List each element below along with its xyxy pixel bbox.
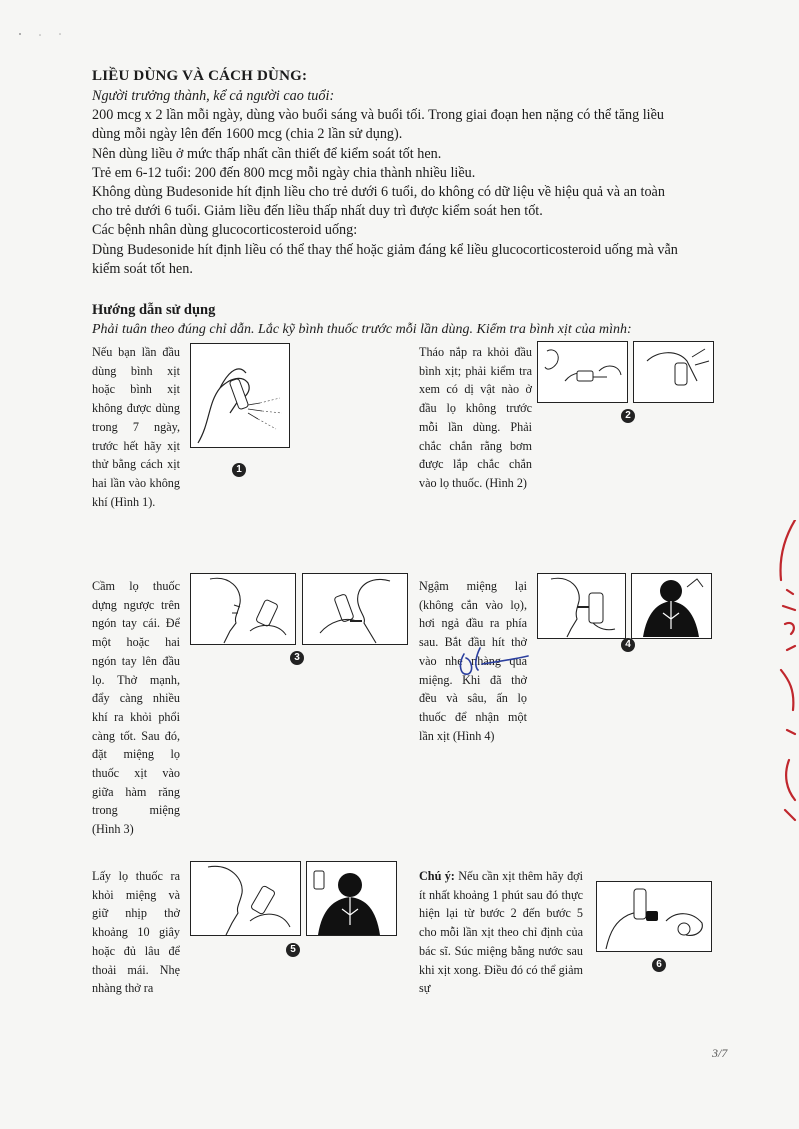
figure-1 [190,343,290,475]
dosage-heading: LIỀU DÙNG VÀ CÁCH DÙNG: [92,68,308,84]
dosage-line: kiểm soát tốt hen. [92,260,193,277]
step-1-text: Nếu bạn lần đầu dùng bình xịt hoặc bình xịt không được dùng trong 7 ngày, trước hết hãy xịt thử bằng cách xịt hai lần vào không khí (Hình 1). [92,345,180,509]
exhale-and-position-illustration [190,573,410,645]
figure-4-number-badge: 4 [621,638,635,652]
figure-2 [537,341,717,421]
figure-3 [190,573,410,663]
figure-3-number-badge: 3 [290,651,304,665]
note-body: Nếu cần xịt thêm hãy đợi ít nhất khoảng 1 phút sau đó thực hiện lại từ bước 2 đến bước 5 cho mỗi lần xịt theo chỉ định của bác sĩ. Súc miệng bằng nước sau khi xịt xong. Điều đó có thể giảm sự [419,869,583,996]
dosage-line: dùng mỗi ngày lên đến 1600 mcg (chia 2 lần sử dụng). [92,126,403,143]
seal-stamp [773,520,799,840]
figure-1-number-badge: 1 [232,463,246,477]
dosage-line: cho trẻ dưới 6 tuổi. Giảm liều đến liều thấp nhất duy trì được kiểm soát hen tốt. [92,203,543,220]
dosage-line: Không dùng Budesonide hít định liều cho trẻ dưới 6 tuổi, do không có dữ liệu về hiệu quả và an toàn [92,184,665,201]
note-label: Chú ý: [419,869,455,883]
figure-5-number-badge: 5 [286,943,300,957]
remove-cap-illustration [537,341,717,403]
figure-6-number-badge: 6 [652,958,666,972]
dosage-line: Các bệnh nhân dùng glucocorticosteroid uống: [92,222,358,239]
note-text [419,867,583,998]
dosage-line: Dùng Budesonide hít định liều có thể thay thế hoặc giảm đáng kể liều glucocorticosteroid uống mà vẫn [92,241,678,258]
figure-5 [190,861,400,955]
scan-specks [14,28,74,40]
figure-4 [537,573,717,650]
step-5-text: Lấy lọ thuốc ra khỏi miệng và giữ nhịp thở khoảng 10 giây hoặc đủ lâu để thoải mái. Nhẹ nhàng thở ra [92,869,180,996]
inhale-illustration [537,573,717,639]
dosage-line: 200 mcg x 2 lần mỗi ngày, dùng vào buổi sáng và buổi tối. Trong giai đoạn hen nặng có thể tăng liều [92,107,665,124]
instructions-heading: Hướng dẫn sử dụng [92,302,216,318]
step-3-text: Cầm lọ thuốc dựng ngược trên ngón tay cái. Để một hoặc hai ngón tay lên đầu lọ. Thở mạnh, đẩy càng nhiều khí ra khỏi phổi càng tốt. Sau đó, đặt miệng lọ thuốc xịt vào giữa hàm răng trong miệng (Hình 3) [92,579,180,837]
inhaler-spray-illustration [190,343,290,448]
dosage-line: Nên dùng liều ở mức thấp nhất cần thiết để kiểm soát tốt hen. [92,145,442,162]
pen-scribble [452,640,532,700]
dosage-line: Trẻ em 6-12 tuổi: 200 đến 800 mcg mỗi ngày chia thành nhiều liều. [92,164,476,181]
figure-6 [596,881,716,970]
replace-cap-illustration [596,881,716,961]
step-4-text: Ngậm miệng lại (không cắn vào lọ), hơi ngả đầu ra phía sau. Bắt đầu hít thở vào nhẹ nhàng qua miệng. Khi đã thở đều và sâu, ấn lọ thuốc để nhận một lần xịt (Hình 4) [419,579,527,743]
dosage-line: Người trưởng thành, kể cả người cao tuổi: [92,88,335,104]
figure-2-number-badge: 2 [621,409,635,423]
hold-breath-illustration [190,861,400,936]
dosage-text [92,87,747,279]
page-number: 3/7 [712,1046,728,1060]
step-2-text: Tháo nắp ra khỏi đầu bình xịt; phải kiểm tra xem có dị vật nào ở đầu lọ không trước mỗi lần dùng. Phải chắc chắn rằng bơm được lắp chắc chắn vào lọ thuốc. (Hình 2) [419,345,532,490]
instructions-intro: Phải tuân theo đúng chỉ dẫn. Lắc kỹ bình thuốc trước mỗi lần dùng. Kiểm tra bình xịt của mình: [92,322,632,337]
